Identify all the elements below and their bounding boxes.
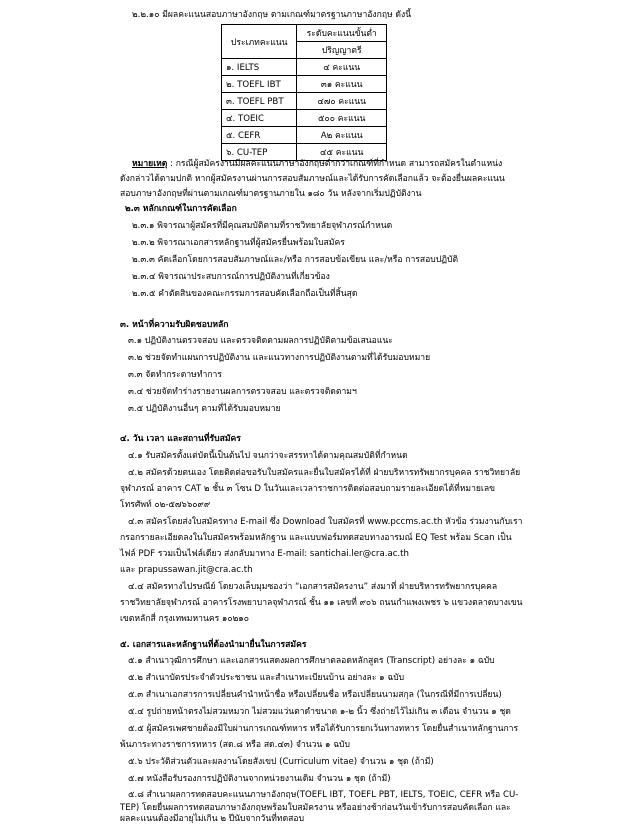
note-line-3: สอบภาษาอังกฤษที่ผ่านตามเกณฑ์มาตรฐานภายใน ๑๘๐ วัน หลังจากเริ่มปฏิบัติงาน bbox=[120, 189, 422, 199]
list-item: ๕.๑ สำเนาวุฒิการศึกษา และเอกสารแสดงผลการศึกษาตลอดหลักสูตร (Transcript) อย่างละ ๑ ฉบับ bbox=[128, 656, 495, 666]
list-item: ๓.๑ ปฏิบัติงานตรวจสอบ และตรวจติดตามผลการปฏิบัติตามข้อเสนอแนะ bbox=[128, 336, 393, 346]
apply-line: เขตหลักสี่ กรุงเทพมหานคร ๑๐๒๑๐ bbox=[120, 614, 249, 624]
criteria-heading: ๒.๓ หลักเกณฑ์ในการคัดเลือก bbox=[125, 204, 237, 214]
apply-line: จุฬาภรณ์ อาคาร CAT ๒ ชั้น ๓ โซน D ในวันและเวลาราชการติดต่อสอบถามรายละเอียดได้ที่หมายเลข bbox=[120, 484, 496, 494]
english-score-table bbox=[221, 24, 387, 161]
list-item: TEP) โดยยื่นผลการทดสอบภาษาอังกฤษพร้อมใบสมัครงาน หรืออย่างช้าก่อนวันเข้ารับการสอบคัดเลือก และ bbox=[120, 803, 511, 813]
phone-number: โทรศัพท์ ๐๒-๕๗๖๖๐๙๙ bbox=[120, 500, 211, 510]
list-item: ๕.๓ สำเนาเอกสารการเปลี่ยนคำนำหน้าชื่อ หรือเปลี่ยนชื่อ หรือเปลี่ยนนามสกุล (ในกรณีที่มีการเปลี่ยน) bbox=[128, 690, 502, 700]
apply-line: ราชวิทยาลัยจุฬาภรณ์ อาคารโรงพยาบาลจุฬาภรณ์ ชั้น ๑๑ เลขที่ ๙๐๖ ถนนกำแพงเพชร ๖ แขวงตลาดบางเขน bbox=[120, 598, 523, 608]
english-score-intro: ๒.๒.๑๐ มีผลคะแนนสอบภาษาอังกฤษ ตามเกณฑ์มาตรฐานภาษาอังกฤษ ดังนี้ bbox=[132, 10, 412, 20]
list-item: ๕.๕ ผู้สมัครเพศชายต้องมีใบผ่านการเกณฑ์ทหาร หรือได้รับการยกเว้นทางทหาร โดยยื่นสำเนาหลักฐานการ bbox=[128, 724, 519, 734]
list-item: ผลคะแนนต้องมีอายุไม่เกิน ๒ ปีนับจากวันที่ทดสอบ bbox=[120, 814, 305, 824]
list-item: ๕.๘ สำเนาผลการทดสอบคะแนนภาษาอังกฤษ(TOEFL IBT, TOEFL PBT, IELTS, TOEIC, CEFR หรือ CU- bbox=[128, 790, 519, 800]
email-line[interactable]: และ prapussawan.jit@cra.ac.th bbox=[120, 565, 253, 575]
table-row: ๑. IELTS ๔ คะแนน bbox=[222, 59, 387, 76]
note-line-2: ดังกล่าวได้ตามปกติ หากผู้สมัครงานผ่านการสอบสัมภาษณ์และได้รับการคัดเลือกแล้ว จะต้องยื่นผลคะแนน bbox=[120, 174, 505, 184]
apply-line: กรอกรายละเอียดลงในใบสมัครพร้อมหลักฐาน และแบบฟอร์มทดสอบทางอารมณ์ EQ Test พร้อม Scan เป็น bbox=[120, 533, 512, 543]
duties-heading: ๓. หน้าที่ความรับผิดชอบหลัก bbox=[120, 320, 229, 330]
table-row: ๒. TOEFL IBT ๓๑ คะแนน bbox=[222, 76, 387, 93]
list-item: ๕.๖ ประวัติส่วนตัวและผลงานโดยสังเขป (Curriculum vitae) จำนวน ๑ ชุด (ถ้ามี) bbox=[128, 757, 434, 767]
table-row: ๔. TOEIC ๕๐๐ คะแนน bbox=[222, 110, 387, 127]
note-label: หมายเหตุ bbox=[132, 159, 168, 169]
list-item: ๒.๓.๔ พิจารณาประสบการณ์การปฏิบัติงานที่เกี่ยวข้อง bbox=[132, 272, 330, 282]
apply-heading: ๔. วัน เวลา และสถานที่รับสมัคร bbox=[120, 434, 241, 444]
apply-line: ๔.๓ สมัครโดยส่งใบสมัครทาง E-mail ซึ่ง Download ใบสมัครที่ www.pccms.ac.th หัวข้อ ร่วมงานกับเรา bbox=[128, 517, 523, 527]
list-item: ๓.๓ จัดทำกระดาษทำการ bbox=[128, 370, 222, 380]
apply-line: ๔.๔ สมัครทางไปรษณีย์ โดยวงเล็บมุมซองว่า “เอกสารสมัครงาน” ส่งมาที่ ฝ่ายบริหารทรัพยากรบุคคล bbox=[128, 582, 498, 592]
email-line[interactable]: ไฟล์ PDF รวมเป็นไฟล์เดียว ส่งกลับมาทาง E-mail: santichai.ler@cra.ac.th bbox=[120, 549, 409, 559]
list-item: ๕.๗ หนังสือรับรองการปฏิบัติงานจากหน่วยงานเดิม จำนวน ๑ ชุด (ถ้ามี) bbox=[128, 774, 391, 784]
min-score-header: ระดับคะแนนขั้นต่ำ bbox=[297, 25, 387, 42]
bachelor-header: ปริญญาตรี bbox=[297, 42, 387, 59]
list-item: ๒.๓.๕ คำตัดสินของคณะกรรมการสอบคัดเลือกถือเป็นที่สิ้นสุด bbox=[132, 289, 358, 299]
list-item: ๓.๔ ช่วยจัดทำร่างรายงานผลการตรวจสอบ และตรวจติดตามฯ bbox=[128, 387, 357, 397]
apply-line: ๔.๒ สมัครด้วยตนเอง โดยติดต่อขอรับใบสมัครและยื่นใบสมัครได้ที่ ฝ่ายบริหารทรัพยากรบุคคล ราชวิทยาลัย bbox=[128, 468, 521, 478]
list-item: ๓.๒ ช่วยจัดทำแผนการปฏิบัติงาน และแนวทางการปฏิบัติงานตามที่ได้รับมอบหมาย bbox=[128, 353, 431, 363]
list-item: ๕.๔ รูปถ่ายหน้าตรงไม่สวมหมวก ไม่สวมแว่นตาดำขนาด ๑-๒ นิ้ว ซึ่งถ่ายไว้ไม่เกิน ๓ เดือน จำนวน ๑ ชุด bbox=[128, 707, 511, 717]
list-item: พ้นภาระทางราชการทหาร (สด.๘ หรือ สด.๔๓) จำนวน ๑ ฉบับ bbox=[120, 740, 350, 750]
score-type-header: ประเภทคะแนน bbox=[222, 25, 297, 59]
table-row: ๕. CEFR A๒ คะแนน bbox=[222, 127, 387, 144]
documents-heading: ๕. เอกสารและหลักฐานที่ต้องนำมายื่นในการสมัคร bbox=[120, 640, 307, 650]
list-item: ๕.๒ สำเนาบัตรประจำตัวประชาชน และสำเนาทะเบียนบ้าน อย่างละ ๑ ฉบับ bbox=[128, 673, 405, 683]
table-row: ๖. CU-TEP ๔๕ คะแนน bbox=[222, 144, 387, 161]
table-row: ๓. TOEFL PBT ๔๗๐ คะแนน bbox=[222, 93, 387, 110]
apply-line: ๔.๑ รับสมัครตั้งแต่บัดนี้เป็นต้นไป จนกว่าจะสรรหาได้ตามคุณสมบัติที่กำหนด bbox=[128, 451, 408, 461]
list-item: ๒.๓.๓ คัดเลือกโดยการสอบสัมภาษณ์และ/หรือ การสอบข้อเขียน และ/หรือ การสอบปฏิบัติ bbox=[132, 255, 459, 265]
list-item: ๓.๕ ปฏิบัติงานอื่นๆ ตามที่ได้รับมอบหมาย bbox=[128, 404, 281, 414]
note-line-1: หมายเหตุ : กรณีผู้สมัครงานมีผลคะแนนภาษาอังกฤษต่ำกว่าเกณฑ์ที่กำหนด สามารถสมัครในตำแหน่ง bbox=[132, 159, 503, 169]
list-item: ๒.๓.๑ พิจารณาผู้สมัครที่มีคุณสมบัติตามที่ราชวิทยาลัยจุฬาภรณ์กำหนด bbox=[132, 221, 393, 231]
list-item: ๒.๓.๒ พิจารณาเอกสารหลักฐานที่ผู้สมัครยื่นพร้อมใบสมัคร bbox=[132, 238, 345, 248]
